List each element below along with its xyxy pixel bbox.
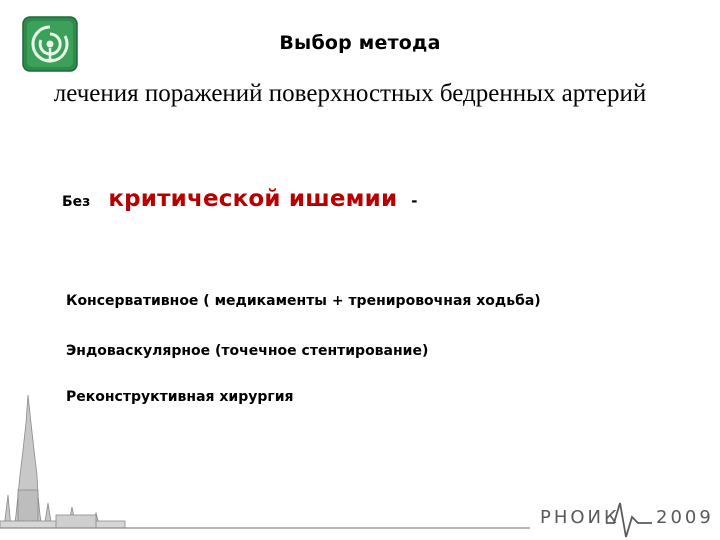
list-item-conservative: Консервативное ( медикаменты + тренировочная ходьба): [66, 293, 541, 309]
list-item-endovascular: Эндоваскулярное (точечное стентирование): [66, 343, 429, 359]
subtitle: [62, 186, 418, 212]
subtitle-prefix: Без: [62, 194, 91, 210]
subtitle-main: критической ишемии: [108, 186, 398, 212]
subtitle-suffix: -: [411, 192, 418, 210]
slide-title-line1: Выбор метода: [279, 32, 441, 54]
footer-year: 2009: [656, 507, 714, 528]
footer-brand: РНОИК: [540, 507, 620, 528]
slide-title-line2: лечения поражений поверхностных бедренных артерий: [53, 80, 647, 107]
list-item-surgery: Реконструктивная хирургия: [66, 389, 294, 405]
